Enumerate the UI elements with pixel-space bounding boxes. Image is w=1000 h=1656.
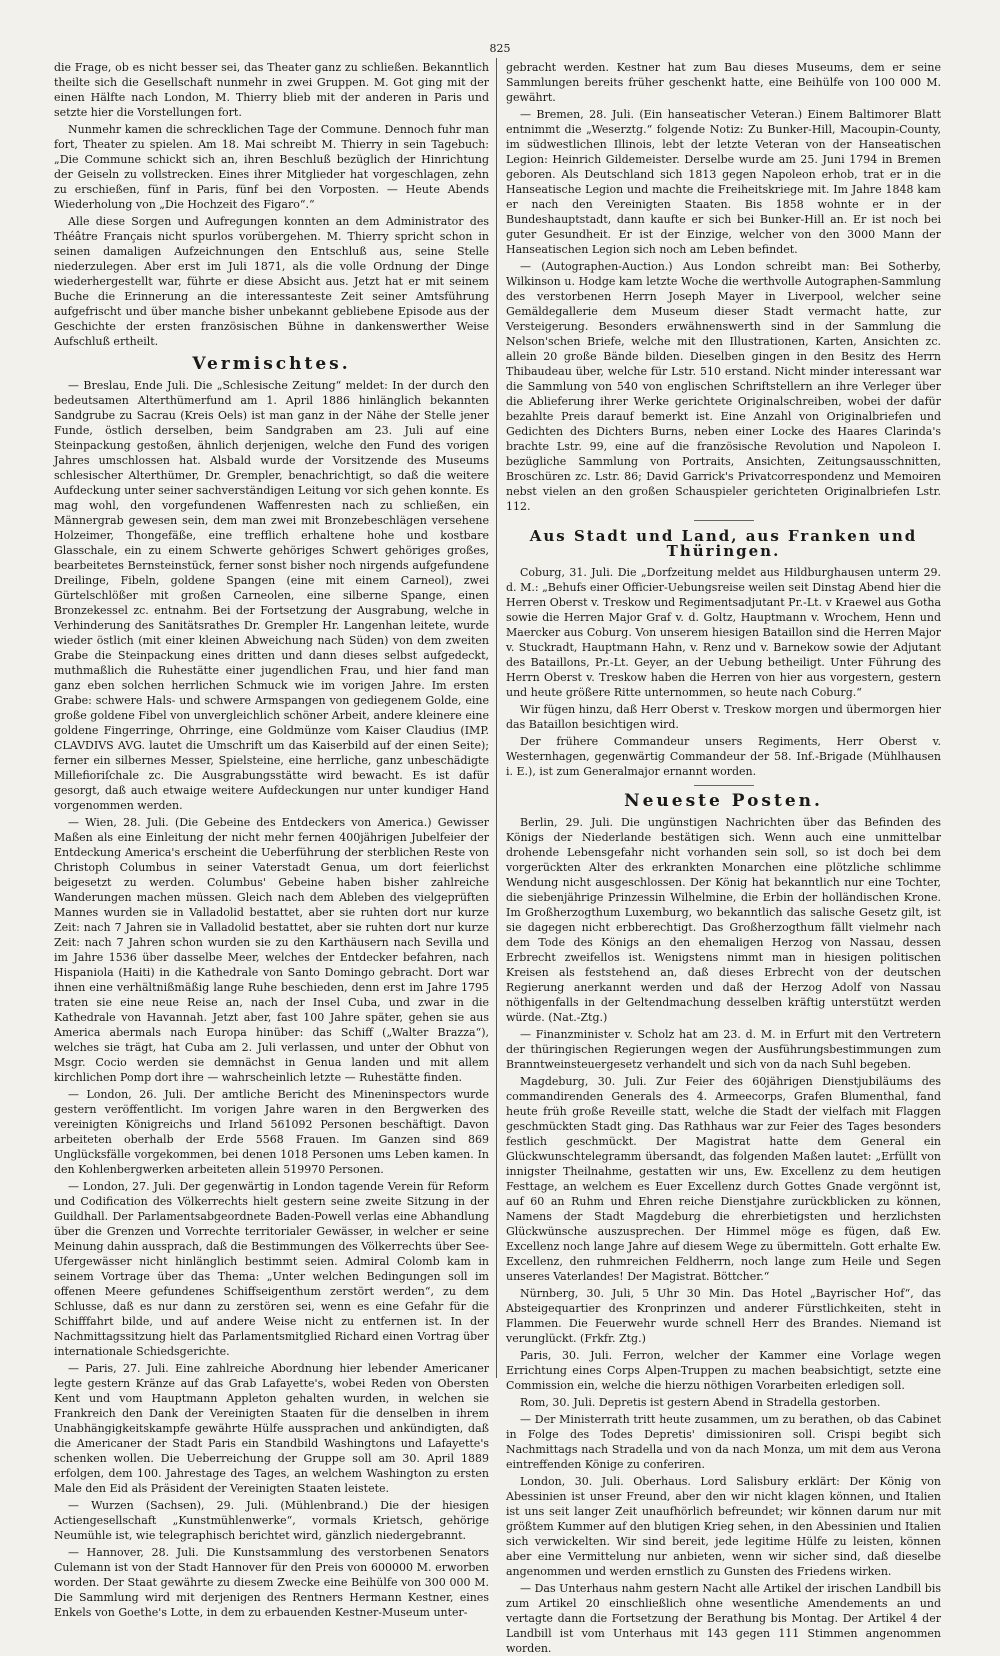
article-paragraph: die Frage, ob es nicht besser sei, das Theater ganz zu schließen. Bekanntlich theilte sich die Gesellschaft nunmehr in zwei Gruppen. M. Got ging mit der einen Hälfte nach London, M. Thierry blieb mit der anderen in Paris und setzte hier die Vorstellungen fort. (54, 61, 489, 119)
section-heading-neueste-posten: Neueste Posten. (624, 791, 823, 811)
news-item: — Bremen, 28. Juli. (Ein hanseatischer Veteran.) Einem Baltimorer Blatt entnimmt die „Weserztg.“ folgende Notiz: Zu Bunker-Hill, Macoupin-County, im südwestlichen Illinois, lebt der letzte Veteran von der Hanseatischen Legion: Heinrich Gildemeister. Derselbe wurde am 25. Juni 1794 in Bremen geboren. Als Deutschland sich 1813 gegen Napoleon erhob, trat er in die Hanseatische Legion und machte die Freiheitskriege mit. Im Jahre 1848 kam er nach den Vereinigten Staaten. Bis 1858 wohnte er in der Bundeshauptstadt, dann kaufte er sich bei Bunker-Hill an. Er ist noch bei guter Gesundheit. Er ist der Einzige, welcher von den 3000 Mann der Hanseatischen Legion sich noch am Leben befindet. (506, 108, 941, 256)
article-paragraph: Nunmehr kamen die schrecklichen Tage der Commune. Dennoch fuhr man fort, Theater zu spielen. Am 18. Mai schreibt M. Thierry in sein Tagebuch: „Die Commune schickt sich an, ihren Beschluß bezüglich der Hinrichtung der Geiseln zu vollstrecken. Eines ihrer Mitglieder hat vorgeschlagen, zehn zu erschießen, fünf in Paris, fünf bei den Vorposten. — Heute Abends Wiederholung von „Die Hochzeit des Figaro“.“ (54, 123, 489, 211)
section-heading-stadt-und-land: Aus Stadt und Land, aus Franken und Thüringen. (529, 527, 918, 560)
news-item: — Das Unterhaus nahm gestern Nacht alle Artikel der irischen Landbill bis zum Artikel 20 einschließlich ohne wesentliche Amendements an und vertagte dann die Fortsetzung der Berathung bis Montag. Der Artikel 4 der Landbill ist vom Unterhaus mit 143 gegen 111 Stimmen angenommen worden. (506, 1582, 941, 1655)
news-item: — Finanzminister v. Scholz hat am 23. d. M. in Erfurt mit den Vertretern der thüringischen Regierungen wegen der Ausführungsbestimmungen zum Branntweinsteuergesetz verhandelt und sich von da nach Suhl begeben. (506, 1028, 941, 1071)
section-divider (694, 520, 754, 521)
news-item: — Paris, 27. Juli. Eine zahlreiche Abordnung hier lebender Americaner legte gestern Kränze auf das Grab Lafayette's, wobei Reden von Obersten Kent und vom Hauptmann Appleton gehalten wurden, in welchen sie Frankreich den Dank der Vereinigten Staaten für die denselben in ihrem Unabhängigkeitskampfe gewährte Hülfe aussprachen und ankündigten, daß die Americaner der Stadt Paris ein Standbild Washingtons und Lafayette's schenken wollen. Die Ueberreichung der Gruppe soll am 30. April 1889 erfolgen, dem 100. Jahrestage des Tages, an welchem Washington zu ersten Male den Eid als Präsident der Vereinigten Staaten leistete. (54, 1362, 489, 1495)
news-item: gebracht werden. Kestner hat zum Bau dieses Museums, dem er seine Sammlungen bereits früher geschenkt hatte, eine Beihülfe von 100 000 M. gewährt. (506, 61, 941, 104)
news-item: — Der Ministerrath tritt heute zusammen, um zu berathen, ob das Cabinet in Folge des Todes Depretis' dimissioniren soll. Crispi begibt sich Nachmittags nach Stradella und von da nach Monza, um mit dem aus Verona eintreffenden Könige zu conferiren. (506, 1413, 941, 1471)
news-item: — Hannover, 28. Juli. Die Kunstsammlung des verstorbenen Senators Culemann ist von der Stadt Hannover für den Preis von 600000 M. erworben worden. Der Staat gewährte zu diesem Zwecke eine Beihülfe von 300 000 M. Die Sammlung wird mit derjenigen des Rentners Hermann Kestner, eines Enkels von Goethe's Lotte, in dem zu erbauenden Kestner-Museum unter- (54, 1546, 489, 1619)
column-divider (496, 58, 497, 1378)
section-divider (694, 785, 754, 786)
news-item: — London, 26. Juli. Der amtliche Bericht des Mineninspectors wurde gestern veröffentlicht. Im vorigen Jahre waren in den Bergwerken des vereinigten Königreichs und Irland 561092 Personen beschäftigt. Davon arbeiteten oberhalb der Erde 5568 Frauen. Im Ganzen sind 869 Unglücksfälle vorgekommen, bei denen 1018 Personen ums Leben kamen. In den Kohlenbergwerken arbeiteten allein 519970 Personen. (54, 1088, 489, 1176)
news-item: — Wien, 28. Juli. (Die Gebeine des Entdeckers von America.) Gewisser Maßen als eine Einleitung der nicht mehr fernen 400jährigen Jubelfeier der Entdeckung America's erscheint die Ueberführung der sterblichen Reste von Christoph Columbus in seiner Vaterstadt Genua, um dort feierlichst beigesetzt zu werden. Columbus' Gebeine haben bisher zahlreiche Wanderungen machen müssen. Gleich nach dem Ableben des vielgeprüften Mannes wurden sie in Valladolid bestattet, aber sie ruhten dort nur kurze Zeit: nach 7 Jahren sie in Valladolid bestattet, aber sie ruhten dort nur kurze Zeit: nach 7 Jahren schon wurden sie zu den Karthäusern nach Sevilla und im Jahre 1536 über dasselbe Meer, welches der Entdecker befahren, nach Hispaniola (Haiti) in die Kathedrale von Santo Domingo gebracht. Dort war ihnen eine verhältnißmäßig lange Ruhe beschieden, denn erst im Jahre 1795 traten sie eine neue Reise an, nach der Insel Cuba, und zwar in die Kathedrale von Havannah. Jetzt aber, fast 100 Jahre später, gehen sie aus America abermals nach Europa hinüber: das Schiff („Walter Brazza“), welches sie trägt, hat Cuba am 2. Juli verlassen, und unter der Obhut von Msgr. Cocio werden sie demnächst in Genua landen und mit allem kirchlichen Pomp dort ihre — wahrscheinlich letzte — Ruhestätte finden. (54, 816, 489, 1084)
news-item: Wir fügen hinzu, daß Herr Oberst v. Treskow morgen und übermorgen hier das Bataillon besichtigen wird. (506, 703, 941, 731)
news-item: Magdeburg, 30. Juli. Zur Feier des 60jährigen Dienstjubiläums des commandirenden Generals des 4. Armeecorps, Grafen Blumenthal, fand heute früh große Reveille statt, welche die Stadt der vielfach mit Flaggen geschmückten Stadt ging. Das Rathhaus war zur Feier des Tages besonders festlich geschmückt. Der Magistrat hatte dem General ein Glückwunschtelegramm übersandt, das folgenden Maßen lautet: „Erfüllt von innigster Theilnahme, gestatten wir uns, Ew. Excellenz zu dem heutigen Festtage, an welchem es Euer Excellenz durch Gottes Gnade vergönnt ist, auf 60 an Ruhm und Ehren reiche Dienstjahre zurückblicken zu können, Namens der Stadt Magdeburg die ehrerbietigsten und herzlichsten Glückwünsche auszusprechen. Der Himmel möge es fügen, daß Ew. Excellenz noch lange Jahre auf diesem Wege zu übermitteln. Gott erhalte Ew. Excellenz, den ruhmreichen Feldherrn, noch lange zum Heile und Segen unseres Vaterlandes! Der Magistrat. Böttcher.“ (506, 1075, 941, 1283)
section-heading-vermischtes: Vermischtes. (192, 354, 351, 374)
news-item: Rom, 30. Juli. Depretis ist gestern Abend in Stradella gestorben. (520, 1396, 881, 1409)
article-paragraph: Alle diese Sorgen und Aufregungen konnten an dem Administrator des Théâtre Français nicht spurlos vorübergehen. M. Thierry spricht schon in seinen damaligen Aufzeichnungen den Entschluß aus, seine Stelle niederzulegen. Aber erst im Juli 1871, als die volle Ordnung der Dinge wiederhergestellt war, führte er diese Absicht aus. Jetzt hat er mit seinem Buche die Erinnerung an die interessanteste Zeit seiner Amtsführung aufgefrischt und über manche bisher unbekannt gebliebene Episode aus der Geschichte der ersten französischen Bühne in dankenswerther Weise Aufschluß ertheilt. (54, 215, 489, 348)
news-item: Paris, 30. Juli. Ferron, welcher der Kammer eine Vorlage wegen Errichtung eines Corps Alpen-Truppen zu machen beabsichtigt, setzte eine Commission ein, welche die hierzu nöthigen Vorarbeiten erledigen soll. (506, 1349, 941, 1392)
news-item: Berlin, 29. Juli. Die ungünstigen Nachrichten über das Befinden des Königs der Niederlande bestätigen sich. Wenn auch eine unmittelbar drohende Lebensgefahr nicht vorhanden sein soll, so ist doch bei dem vorgerückten Alter des erkrankten Monarchen eine plötzliche schlimme Wendung nicht ausgeschlossen. Der König hat bekanntlich nur eine Tochter, die siebenjährige Prinzessin Wilhelmine, die Erbin der holländischen Krone. Im Großherzogthum Luxemburg, wo bekanntlich das salische Gesetz gilt, ist sie dagegen nicht erbberechtigt. Das Großherzogthum fällt vielmehr nach dem Tode des Königs an den ehemaligen Herzog von Nassau, dessen Erbrecht zweifellos ist. Wenigstens nimmt man in hiesigen politischen Kreisen als feststehend an, daß dieses Erbrecht von der deutschen Regierung anerkannt werden und daß der Herzog Adolf von Nassau nöthigenfalls in der Geltendmachung desselben kräftig unterstützt werden würde. (Nat.-Ztg.) (506, 816, 941, 1024)
news-item: — London, 27. Juli. Der gegenwärtig in London tagende Verein für Reform und Codification des Völkerrechts hielt gestern seine zweite Sitzung in der Guildhall. Der Parlamentsabgeordnete Baden-Powell verlas eine Abhandlung über die Grenzen und Vorrechte territorialer Gewässer, in welcher er seine Meinung dahin aussprach, daß die Bestimmungen des Völkerrechts über See-Ufergewässer nicht hinlänglich bestimmt seien. Admiral Colomb kam in seinem Vortrage über das Thema: „Unter welchen Bedingungen soll im offenen Meere gefundenes Schiffseigenthum zerstört werden“, zu dem Schlusse, daß es nur dann zu zerstören sei, wenn es eine Gefahr für die Schifffahrt bilde, und auf andere Weise nicht zu entfernen ist. In der Nachmittagssitzung hielt das Parlamentsmitglied Richard einen Vortrag über internationale Schiedsgerichte. (54, 1180, 489, 1358)
news-item: Coburg, 31. Juli. Die „Dorfzeitung meldet aus Hildburghausen unterm 29. d. M.: „Behufs einer Officier-Uebungsreise weilen seit Dinstag Abend hier die Herren Oberst v. Treskow und Regimentsadjutant Pr.-Lt. v Kraewel aus Gotha sowie die Herren Major Graf v. d. Goltz, Hauptmann v. Wrochem, Henn und Maercker aus Coburg. Von unserem hiesigen Bataillon sind die Herren Major v. Stuckradt, Hauptmann Hahn, v. Renz und v. Barnekow sowie der Adjutant des Bataillons, Pr.-Lt. Geyer, an der Uebung betheiligt. Unter Führung des Herrn Oberst v. Treskow haben die Herren von hier aus vorgestern, gestern und heute größere Ritte unternommen, so heute nach Coburg.“ (506, 566, 942, 699)
news-item: Der frühere Commandeur unsers Regiments, Herr Oberst v. Westernhagen, gegenwärtig Commandeur der 58. Inf.-Brigade (Mühlhausen i. E.), ist zum Generalmajor ernannt worden. (506, 735, 941, 778)
news-item: — Wurzen (Sachsen), 29. Juli. (Mühlenbrand.) Die der hiesigen Actiengesellschaft „Kunstmühlenwerke“, vormals Krietsch, gehörige Neumühle ist, wie telegraphisch berichtet wird, gänzlich niedergebrannt. (54, 1499, 489, 1542)
news-item: London, 30. Juli. Oberhaus. Lord Salisbury erklärt: Der König von Abessinien ist unser Freund, aber den wir nicht klagen können, und Italien ist uns seit langer Zeit unaufhörlich befreundet; wir können darum nur mit größtem Kummer auf den blutigen Krieg sehen, in den Abessinien und Italien sich verwickelten. Wir sind bereit, jede legitime Hülfe zu leisten, können aber eine Vermittelung nur anbieten, wenn wir sicher sind, daß dieselbe angenommen und werden ernstlich zu Gunsten des Friedens wirken. (506, 1475, 941, 1578)
page-number: 825 (489, 42, 511, 55)
right-column (506, 60, 942, 1655)
news-item: Nürnberg, 30. Juli, 5 Uhr 30 Min. Das Hotel „Bayrischer Hof“, das Absteigequartier des Kronprinzen und anderer Fürstlichkeiten, steht in Flammen. Die Feuerwehr wurde schnell Herr des Brandes. Niemand ist verunglückt. (Frkfr. Ztg.) (506, 1287, 941, 1345)
left-column (54, 60, 489, 1619)
news-item: — Breslau, Ende Juli. Die „Schlesische Zeitung“ meldet: In der durch den bedeutsamen Alterthümerfund am 1. April 1886 hinlänglich bekannten Sandgrube zu Sacrau (Kreis Oels) ist man ganz in der Nähe der Stelle jener Funde, östlich derselben, beim Sandgraben am 23. Juli auf eine Steinpackung gestoßen, ähnlich derjenigen, welche den Fund des vorigen Jahres umschlossen hat. Alsbald wurde der Vorsitzende des Museums schlesischer Alterthümer, Dr. Grempler, benachrichtigt, so daß die weitere Aufdeckung unter seiner sachverständigen Leitung vor sich gehen konnte. Es mag wohl, den vorgefundenen Waffenresten nach zu schließen, ein Männergrab gewesen sein, dem man zwei mit Bronzebeschlägen versehene Holzeimer, Thongefäße, eine trefflich erhaltene hohe und kostbare Glasschale, ein zu einem Schwerte gehöriges Schwert gehöriges großes, bearbeitetes Bernsteinstück, ferner sonst bisher noch nirgends aufgefundene Dreilinge, Fibeln, goldene Spangen (eine mit einem Carneol), zwei Gürtelschlößer mit großen Carneolen, eine silberne Spange, einen Bronzekessel zc. entnahm. Bei der Fortsetzung der Ausgrabung, welche in Verhinderung des Sanitätsrathes Dr. Grempler Hr. Langenhan leitete, wurde wieder östlich (mit einer kleinen Abweichung nach Süden) von dem zweiten Grabe die Steinpackung eines dritten und dann dieses selbst aufgedeckt, muthmaßlich die Ruhestätte einer jugendlichen Frau, und hier fand man ganz eben solchen herrlichen Schmuck wie im vorigen Jahre. Im ersten Grabe: schwere Hals- und schwere Armspangen von gediegenem Golde, eine große goldene Fibel von unvergleichlich schöner Arbeit, andere kleinere eine goldene Fingerringe, Ohrringe, eine Goldmünze vom Kaiser Claudius (IMP. CLAVDIVS AVG. lautet die Umschrift um das Kaiserbild auf der einen Seite); ferner ein silbernes Messer, Spielsteine, eine herrliche, ganz unbeschädigte Millefioriſchale zc. Die Ausgrabungsstätte wird bewacht. Es ist dafür gesorgt, daß auch etwaige weitere Aufdeckungen nur unter kundiger Hand vorgenommen werden. (54, 379, 489, 812)
news-item: — (Autographen-Auction.) Aus London schreibt man: Bei Sotherby, Wilkinson u. Hodge kam letzte Woche die werthvolle Autographen-Sammlung des verstorbenen Herrn Joseph Mayer in Liverpool, welcher seine Gemäldegallerie dem Museum dieser Stadt vermacht hatte, zur Versteigerung. Besonders erwähnenswerth sind in der Sammlung die Nelson'schen Briefe, welche mit den Illustrationen, Karten, Ansichten zc. allein 20 große Bände bilden. Dieselben gingen in den Besitz des Herrn Thibaudeau über, welche für Lstr. 510 erstand. Nicht minder interessant war die Sammlung von 540 von englischen Schriftstellern an ihre Verleger über die Ablieferung ihrer Werke gerichtete Originalschreiben, wobei der dafür bezahlte Preis darauf bemerkt ist. Eine Anzahl von Originalbriefen und Gedichten des Dichters Burns, neben einer Locke des Haares Clarinda's brachte Lstr. 99, eine auf die französische Revolution und Napoleon I. bezügliche Sammlung von Portraits, Ansichten, Zeitungsausschnitten, Broschüren zc. Lstr. 86; David Garrick's Privatcorrespondenz und Memoiren nebst vielen an den großen Schauspieler gerichteten Originalbriefen Lstr. 112. (506, 260, 941, 513)
